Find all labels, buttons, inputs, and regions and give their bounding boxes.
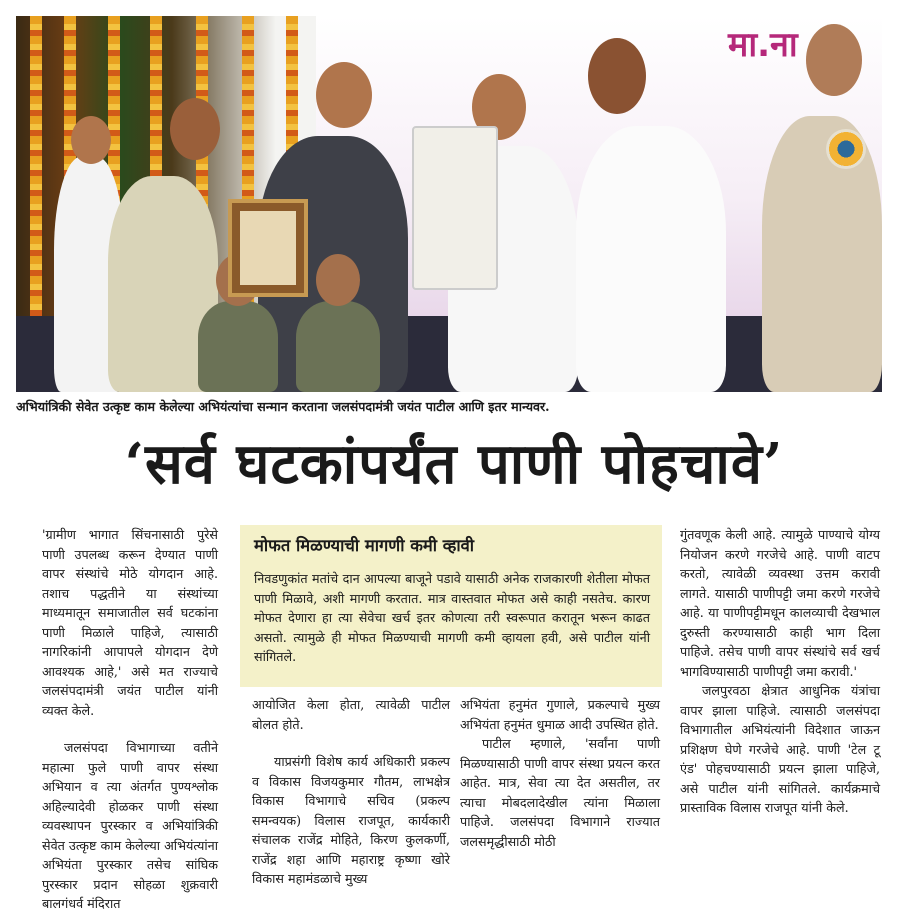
award-frame [228, 199, 308, 297]
person-head [316, 254, 360, 306]
person-head [806, 24, 862, 96]
article-paragraph: याप्रसंगी विशेष कार्य अधिकारी प्रकल्प व विकास विजयकुमार गौतम, लाभक्षेत्र विकास विभागाचे सचिव (प्रकल्प समन्वयक) विलास राजपूत, कार्यकारी संचालक राजेंद्र मोहिते, किरण कुलकर्णी, राजेंद्र शहा आणि महाराष्ट्र कृष्णा खोरे विकास महामंडळाचे मुख्य [252, 754, 450, 886]
person-figure [296, 301, 380, 392]
article-paragraph: 'ग्रामीण भागात सिंचनासाठी पुरेसे पाणी उपलब्ध करून देण्यात पाणी वापर संस्थांचे मोठे योगदान आहे. तशाच पद्धतीने या संस्थांच्या माध्यमातून समाजातील सर्व घटकांना पाणी मिळाले पाहिजे, त्यासाठी नागरिकांनी आपापले योगदान देणे आवश्यक आहे,' असे मत राज्याचे जलसंपदामंत्री जयंत पाटील यांनी व्यक्त केले. [42, 527, 218, 718]
article-paragraph: जलपुरवठा क्षेत्रात आधुनिक यंत्रांचा वापर झाला पाहिजे. त्यासाठी जलसंपदा विभागातील अभियंत्यांनी विदेशात जाऊन प्रशिक्षण घेणे गरजेचे आहे. पाणी 'टेल टू एंड' पोहचण्यासाठी प्रयत्न झाला पाहिजे, असे पाटील यांनी सांगितले. कार्यक्रमाचे प्रास्ताविक विलास राजपूत यांनी केले. [680, 683, 880, 815]
person-head [170, 98, 220, 160]
banner-text: मा.ना [728, 25, 798, 65]
award-frame-picture [240, 211, 296, 285]
badge-rosette-icon [826, 129, 866, 169]
article-column-2 [252, 695, 450, 889]
person-head [316, 62, 372, 128]
photo-caption: अभियांत्रिकी सेवेत उत्कृष्ट काम केलेल्या अभियंत्यांचा सन्मान करताना जलसंपदामंत्री जयंत पाटील आणि इतर मान्यवर. [16, 399, 550, 414]
article-paragraph: पाटील म्हणाले, 'सर्वांना पाणी मिळण्यासाठी पाणी वापर संस्था प्रयत्न करत आहेत. मात्र, सेवा त्या देत असतील, तर त्याचा मोबदलादेखील त्यांना मिळाला पाहिजे. जलसंपदा विभागाने राज्यात जलसमृद्धीसाठी मोठी [460, 736, 660, 849]
article-column-1 [42, 525, 218, 914]
sidebar-box-title: मोफत मिळण्याची मागणी कमी व्हावी [254, 536, 475, 555]
person-figure [576, 126, 726, 392]
person-head [71, 116, 111, 164]
sidebar-box-body: निवडणुकांत मतांचे दान आपल्या बाजूने पडावे यासाठी अनेक राजकारणी शेतीला मोफत पाणी मिळावे, अशी मागणी करतात. मात्र वास्तवात मोफत असे काही नसतेच. कारण मोफत देणारा हा त्या सेवेचा खर्च इतर कोणत्या तरी स्वरूपात करातून भरून काढत असतो. त्यामुळे ही मोफत मिळण्याची मागणी कमी व्हायला हवी, असे पाटील यांनी सांगितले. [254, 571, 650, 664]
article-paragraph: आयोजित केला होता, त्यावेळी पाटील बोलत होते. [252, 697, 450, 732]
article-paragraph: गुंतवणूक केली आहे. त्यामुळे पाण्याचे योग्य नियोजन करणे गरजेचे आहे. पाणी वाटप करतो, त्यावेळी व्यवस्था उत्तम करावी लागते. यासाठी पाणीपट्टी जमा करणे गरजेचे आहे. या पाणीपट्टीमधून कालव्याची देखभाल दुरुस्ती करण्यासाठी काही भाग दिला पाहिजे. तसेच पाणी वापर संस्थांचे सर्व खर्च भागविण्यासाठी पाणीपट्टी जमा करावी.' [680, 527, 880, 679]
article-column-3 [460, 695, 660, 851]
article-paragraph: अभियंता हनुमंत गुणाले, प्रकल्पाचे मुख्य अभियंता हनुमंत धुमाळ आदी उपस्थित होते. [460, 697, 660, 732]
person-figure [198, 301, 278, 392]
award-memento [412, 126, 498, 290]
article-paragraph: जलसंपदा विभागाच्या वतीने महात्मा फुले पाणी वापर संस्था अभियान व त्या अंतर्गत पुण्यश्लोक अहिल्यादेवी होळकर पाणी संस्था व्यवस्थापन पुरस्कार व अभियांत्रिकी सेवेत उत्कृष्ट काम केलेल्या अभियंत्यांना अभियंता पुरस्कार तसेच सांघिक पुरस्कार प्रदान सोहळा शुक्रवारी बालगंधर्व मंदिरात [42, 740, 218, 911]
article-column-4 [680, 525, 880, 818]
person-head [588, 38, 646, 114]
news-photo [16, 16, 882, 392]
headline: ‘सर्व घटकांपर्यंत पाणी पोहचावे’ [124, 431, 784, 497]
sidebar-box [240, 525, 662, 687]
